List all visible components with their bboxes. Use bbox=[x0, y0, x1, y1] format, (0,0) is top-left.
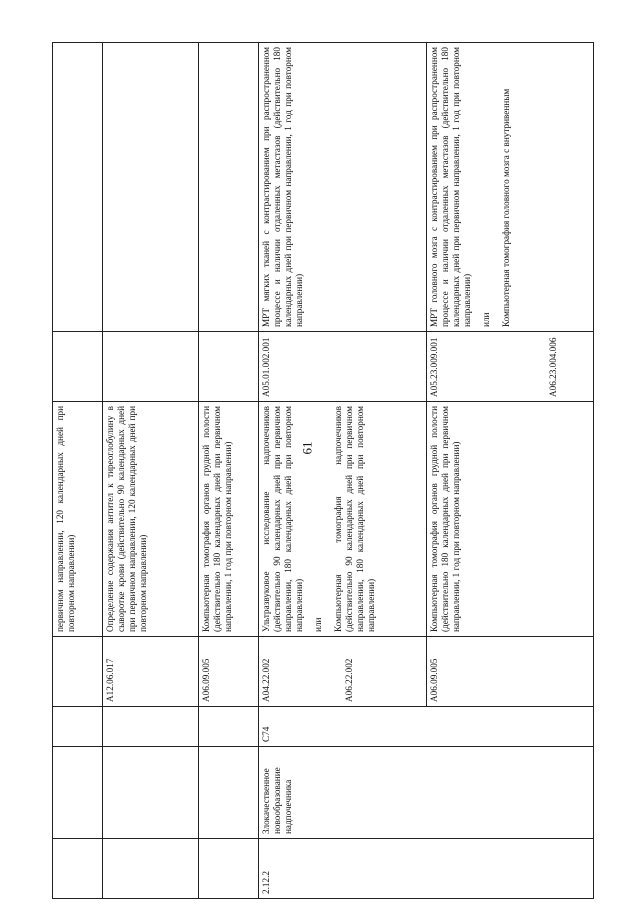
cell-number bbox=[103, 839, 199, 899]
cell-service-code: A06.09.005 bbox=[427, 637, 594, 707]
cell-icd: C74 bbox=[259, 707, 594, 747]
cell-alt-desc bbox=[103, 43, 199, 332]
cell-service-code: A12.06.017 bbox=[103, 637, 199, 707]
document-sheet bbox=[52, 42, 594, 899]
cell-disease bbox=[199, 747, 259, 839]
cell-alt-code bbox=[199, 332, 259, 402]
table-row bbox=[259, 43, 427, 899]
table-row bbox=[199, 43, 259, 899]
service-code: A06.22.002 bbox=[343, 658, 354, 702]
or-label: или bbox=[481, 312, 492, 327]
cell-service-code bbox=[53, 637, 103, 707]
cell-alt-code bbox=[103, 332, 199, 402]
table-row bbox=[103, 43, 199, 899]
cell-alt-desc: МРТ мягких тканей с контрастированием при распространенном процессе и наличии отдаленных метастазов (действительно 180 календарных дней при первичном направлении, 1 год при повторном направлении) bbox=[259, 43, 427, 332]
cell-alt-code-group bbox=[427, 332, 594, 402]
cell-service-desc: Определение содержания антител к тиреоглобулину в сыворотке крови (действительно 90 календарных дней при первичном направлении, 120 календарных дней при повторном направлении) bbox=[103, 402, 199, 637]
alt-desc: МРТ головного мозга с контрастированием при распространенном процессе и наличии отдаленных метастазов (действительно 180 календарных дней при первичном направлении, 1 год при повторном направлении) bbox=[429, 47, 472, 327]
cell-alt-code: A05.01.002.001 bbox=[259, 332, 427, 402]
cell-service-code-group bbox=[259, 637, 427, 707]
cell-alt-desc bbox=[53, 43, 103, 332]
cell-service-desc-group bbox=[259, 402, 427, 637]
cell-service-code: A06.09.005 bbox=[199, 637, 259, 707]
alt-code: A05.23.009.001 bbox=[429, 337, 439, 397]
service-desc: Ультразвуковое исследование надпочечников (действительно 90 календарных дней при первичном направлении, 180 календарных дней при повторном направлении) bbox=[261, 406, 304, 632]
cell-service-desc: Компьютерная томография органов грудной полости (действительно 180 календарных дней при первичном направлении, 1 год при повторном направлении) bbox=[427, 402, 594, 637]
cell-disease bbox=[53, 747, 103, 839]
rotated-table-wrapper bbox=[52, 42, 594, 899]
cell-number: 2.12.2 bbox=[259, 839, 594, 899]
or-label: или bbox=[313, 617, 324, 632]
cell-icd bbox=[103, 707, 199, 747]
cell-disease: Злокачественное новообразование надпочечника bbox=[259, 747, 594, 839]
cell-alt-desc-group bbox=[427, 43, 594, 332]
cell-number bbox=[53, 839, 103, 899]
service-code: A04.22.002 bbox=[261, 658, 271, 702]
table-row bbox=[53, 43, 103, 899]
cell-icd bbox=[53, 707, 103, 747]
alt-code: A06.23.004.006 bbox=[547, 337, 558, 397]
service-desc: Компьютерная томография надпочечников (действительно 90 календарных дней при первичном направлении, 180 календарных дней при повторном направлении) bbox=[333, 406, 376, 632]
cell-service-desc: первичном направлении, 120 календарных дней при повторном направлении) bbox=[53, 402, 103, 637]
cell-service-desc: Компьютерная томография органов грудной полости (действительно 180 календарных дней при первичном направлении, 1 год при повторном направлении) bbox=[199, 402, 259, 637]
cell-disease bbox=[103, 747, 199, 839]
page-number: 61 bbox=[299, 441, 315, 455]
alt-desc: Компьютерная томография головного мозга с внутривенным bbox=[501, 88, 512, 327]
cell-icd bbox=[199, 707, 259, 747]
cell-number bbox=[199, 839, 259, 899]
cell-alt-desc bbox=[199, 43, 259, 332]
cell-alt-code bbox=[53, 332, 103, 402]
criteria-table bbox=[52, 42, 594, 899]
